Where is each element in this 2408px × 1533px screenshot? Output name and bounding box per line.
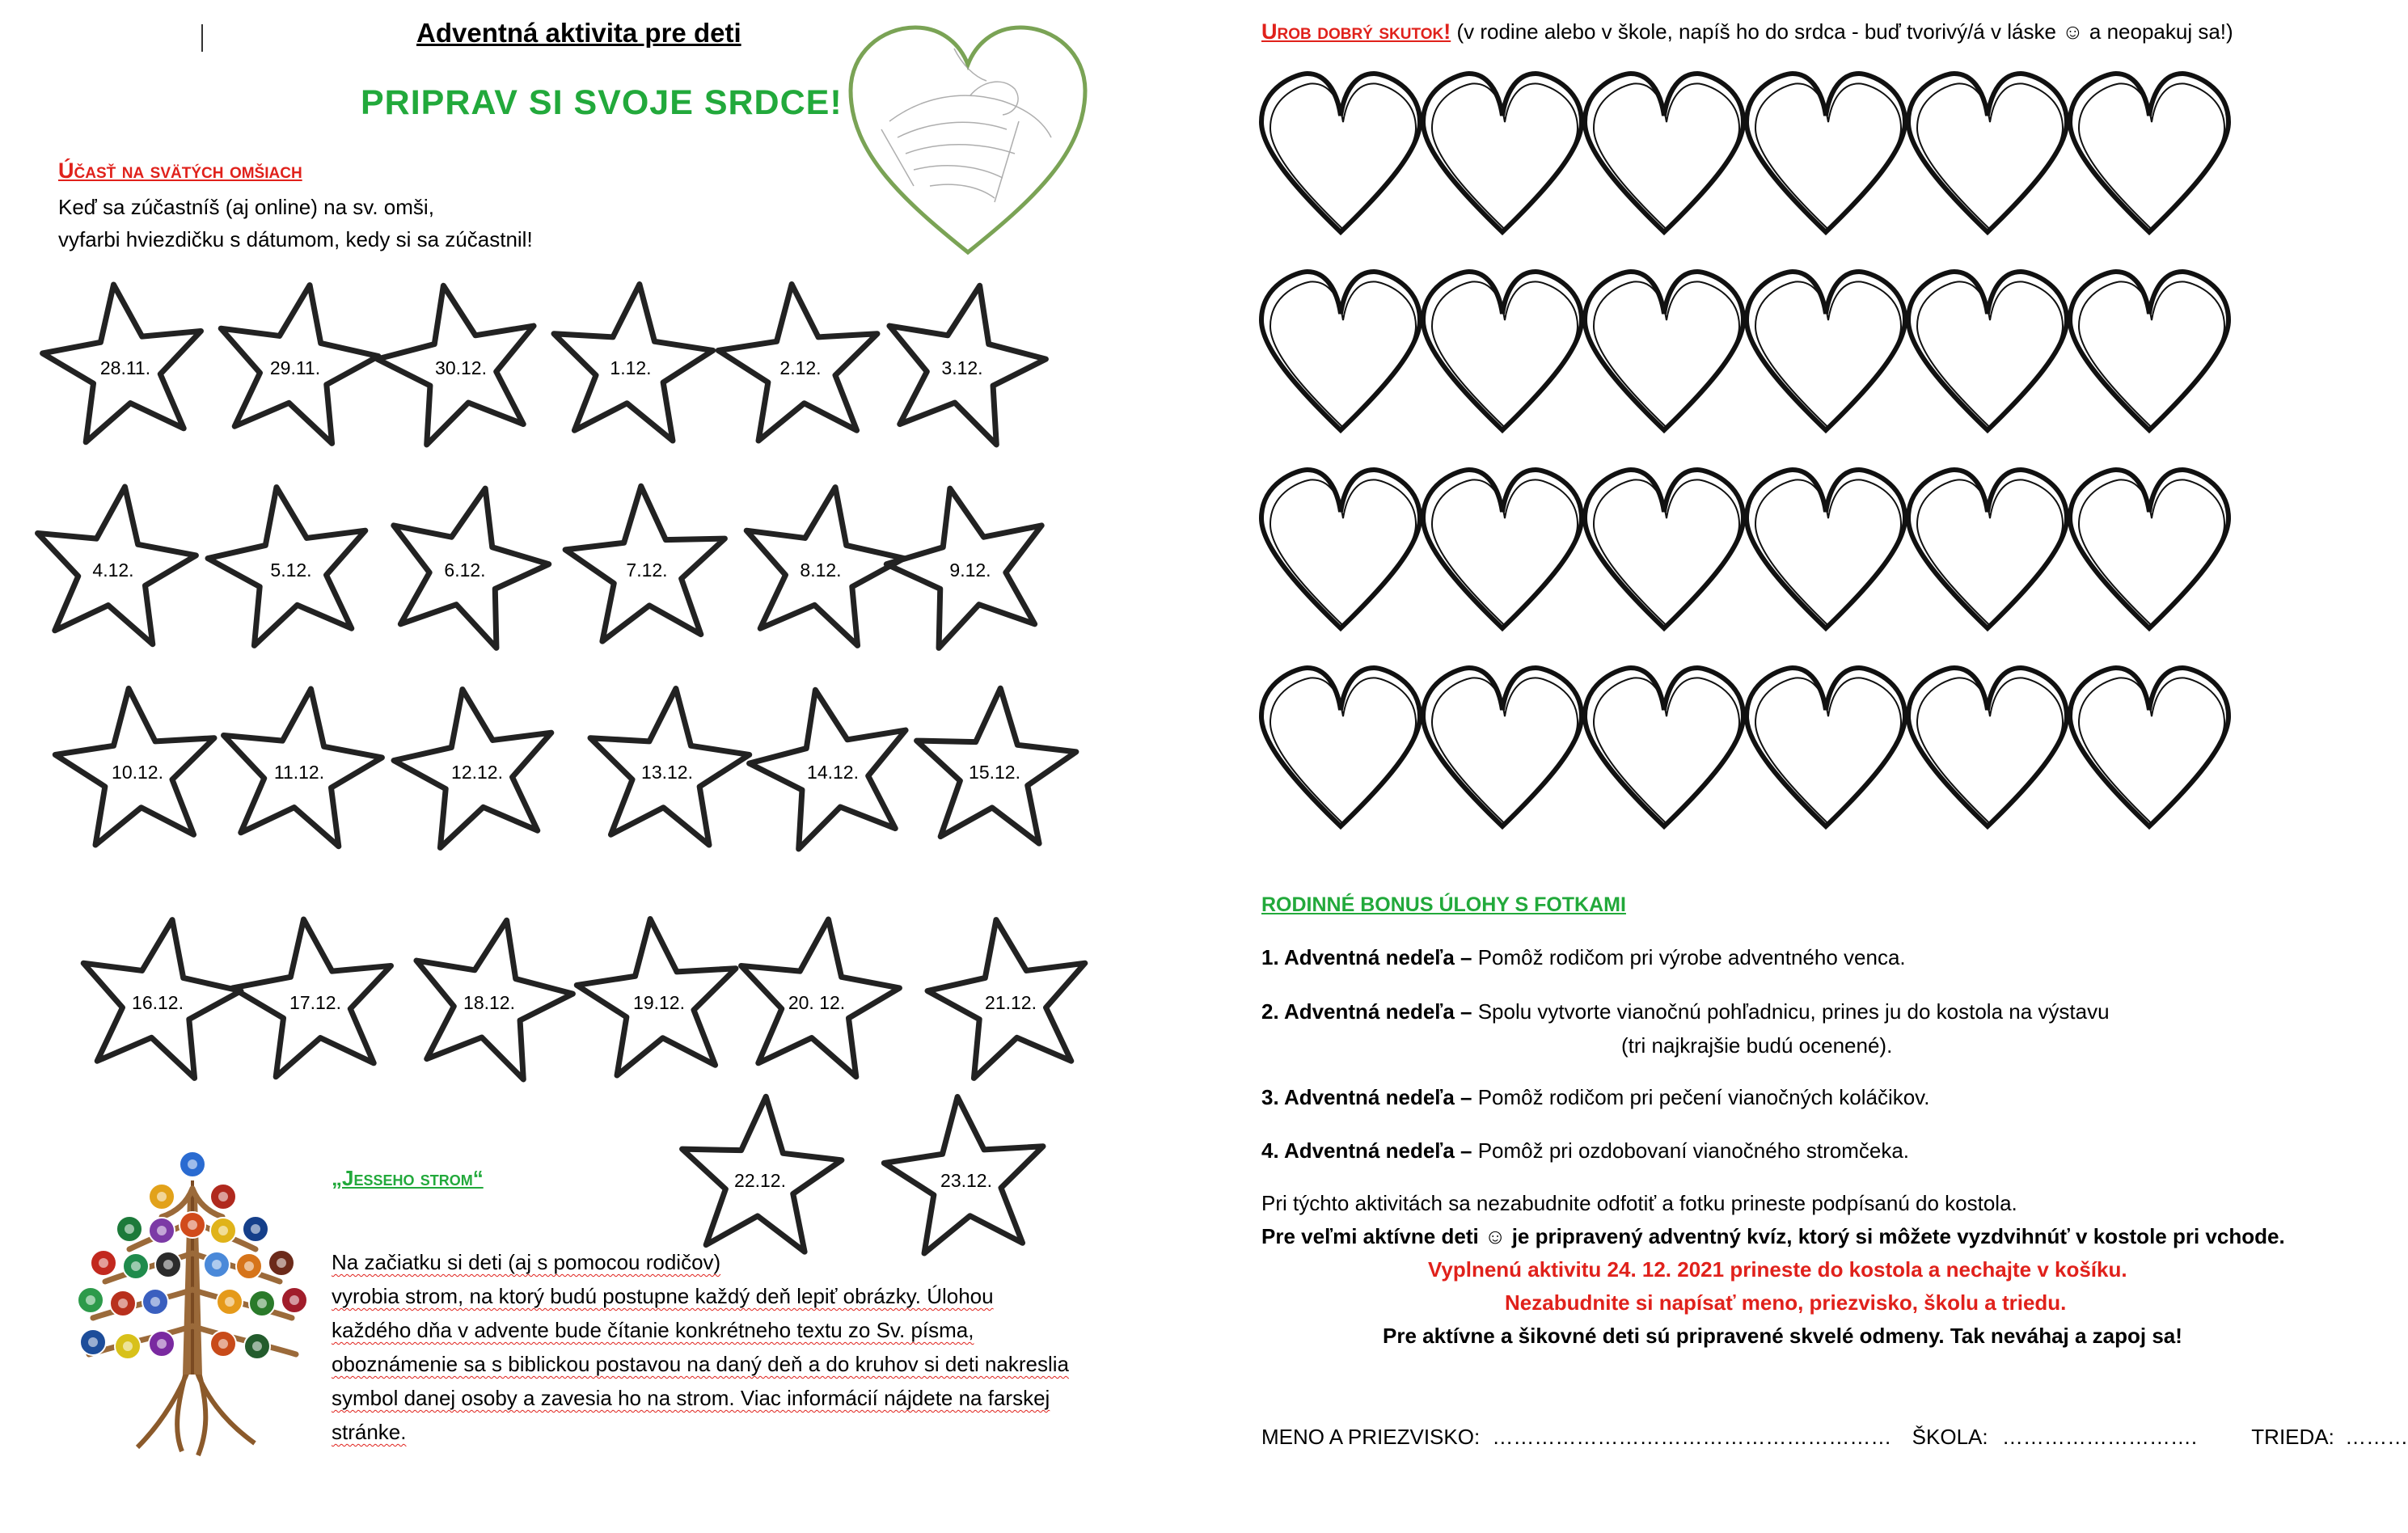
star-date-label: 29.11. <box>269 357 321 378</box>
mass-text-2: vyfarbi hviezdičku s dátumom, kedy si sa zúčastnil! <box>58 227 533 251</box>
mass-star-22[interactable] <box>571 910 746 1079</box>
heart-icon <box>1908 470 2067 628</box>
deed-heart-23[interactable] <box>1908 668 2067 826</box>
mass-heading: Účasť na svätých omšiach <box>58 158 302 183</box>
name-label: MENO A PRIEZVISKO: <box>1261 1425 1481 1449</box>
mass-star-25[interactable] <box>675 1091 845 1253</box>
red-note-1: Vyplnenú aktivitu 24. 12. 2021 prineste do kostola a nechajte v košíku. <box>1428 1257 2127 1282</box>
task-4-text: Pomôž pri ozdobovaní vianočného stromčeka. <box>1472 1138 1909 1163</box>
quiz-note: Pre veľmi aktívne deti ☺ je pripravený adventný kvíz, ktorý si môžete vyzdvihnúť v kostole pri vchode. <box>1261 1224 2285 1248</box>
star-date-label: 19.12. <box>633 992 685 1013</box>
jesse-line-1: Na začiatku si deti (aj s pomocou rodičov) <box>332 1250 721 1274</box>
deed-heart-11[interactable] <box>1908 272 2067 430</box>
mass-star-16[interactable] <box>581 680 755 848</box>
deed-heart-1[interactable] <box>1261 74 1420 232</box>
star-date-label: 1.12. <box>610 357 652 378</box>
school-label: ŠKOLA: <box>1912 1425 1988 1449</box>
task-1 <box>1261 945 1906 970</box>
task-1-text: Pomôž rodičom pri výrobe adventného venca. <box>1472 945 1906 969</box>
form-line <box>1261 1425 2408 1450</box>
mass-star-7[interactable] <box>24 475 204 648</box>
deed-heart-9[interactable] <box>1585 272 1743 430</box>
mass-star-9[interactable] <box>371 469 563 655</box>
deed-heart-17[interactable] <box>1908 470 2067 628</box>
star-date-label: 20. 12. <box>788 992 846 1013</box>
heart-icon <box>1423 668 1582 826</box>
heart-icon <box>1747 272 1905 430</box>
task-4-label: 4. Adventná nedeľa – <box>1261 1138 1472 1163</box>
deed-heart-8[interactable] <box>1423 272 1582 430</box>
mass-star-1[interactable] <box>35 273 214 446</box>
star-date-label: 14.12. <box>807 762 859 783</box>
heart-icon <box>1747 74 1905 232</box>
mass-star-5[interactable] <box>712 276 887 444</box>
jesse-line-4: oboznámenie sa s biblickou postavou na daný deň a do kruhov si deti nakreslia <box>332 1352 1070 1376</box>
jesse-tree-illustration <box>78 1151 307 1455</box>
star-date-label: 9.12. <box>949 560 991 581</box>
deed-heart-20[interactable] <box>1423 668 1582 826</box>
deed-heart-4[interactable] <box>1747 74 1905 232</box>
heart-icon <box>1585 470 1743 628</box>
mass-star-3[interactable] <box>365 269 554 451</box>
task-3-text: Pomôž rodičom pri pečení vianočných koláčikov. <box>1472 1085 1930 1109</box>
star-date-label: 23.12. <box>940 1170 992 1191</box>
deed-heart-7[interactable] <box>1261 272 1420 430</box>
deed-heart-5[interactable] <box>1908 74 2067 232</box>
name-field[interactable]: ………………………………………………… <box>1492 1425 1892 1449</box>
heart-icon <box>1585 668 1743 826</box>
mass-star-10[interactable] <box>561 480 731 643</box>
heart-icon <box>2070 74 2228 232</box>
task-3-label: 3. Adventná nedeľa – <box>1261 1085 1472 1109</box>
deed-heart-12[interactable] <box>2070 272 2228 430</box>
heart-icon <box>1585 74 1743 232</box>
reward-note: Pre aktívne a šikovné deti sú pripravené skvelé odmeny. Tak neváhaj a zapoj sa! <box>1383 1324 2182 1348</box>
mass-text-1: Keď sa zúčastníš (aj online) na sv. omši, <box>58 195 434 219</box>
heart-icon <box>2070 272 2228 430</box>
mass-star-2[interactable] <box>205 271 388 449</box>
star-date-label: 5.12. <box>270 560 312 581</box>
mass-star-18[interactable] <box>910 682 1079 845</box>
star-date-label: 8.12. <box>800 560 842 581</box>
heart-icon <box>1261 668 1420 826</box>
star-date-label: 3.12. <box>941 357 983 378</box>
heart-icon <box>1747 668 1905 826</box>
class-field[interactable]: ……… <box>2345 1425 2408 1449</box>
jesse-line-6: stránke. <box>332 1420 407 1444</box>
star-date-label: 17.12. <box>289 992 341 1013</box>
deed-heart-18[interactable] <box>2070 470 2228 628</box>
heart-icon <box>1261 272 1420 430</box>
mass-star-8[interactable] <box>198 473 382 651</box>
task-3 <box>1261 1085 1929 1110</box>
deed-header <box>1261 19 2233 44</box>
heart-icon <box>1747 470 1905 628</box>
green-heart-icon <box>851 27 1085 252</box>
mass-star-26[interactable] <box>878 1088 1053 1256</box>
task-1-label: 1. Adventná nedeľa – <box>1261 945 1472 969</box>
deed-heart-21[interactable] <box>1585 668 1743 826</box>
deed-heading: Urob dobrý skutok! <box>1261 19 1451 44</box>
deed-heart-24[interactable] <box>2070 668 2228 826</box>
mass-star-19[interactable] <box>67 906 251 1083</box>
star-date-label: 10.12. <box>112 762 163 783</box>
jesse-line-2: vyrobia strom, na ktorý budú postupne každý deň lepiť obrázky. Úlohou <box>332 1284 994 1308</box>
heart-icon <box>1908 272 2067 430</box>
heart-icon <box>1585 272 1743 430</box>
deed-heart-13[interactable] <box>1261 470 1420 628</box>
headline: PRIPRAV SI SVOJE SRDCE! <box>361 83 843 122</box>
deed-heart-16[interactable] <box>1747 470 1905 628</box>
star-date-label: 7.12. <box>626 560 668 581</box>
heart-icon <box>2070 470 2228 628</box>
bonus-heading: RODINNÉ BONUS ÚLOHY S FOTKAMI <box>1261 893 1626 916</box>
mass-star-15[interactable] <box>384 675 568 853</box>
deed-text: (v rodine alebo v škole, napíš ho do srdca - buď tvorivý/á v láske ☺ a neopakuj sa!) <box>1456 19 2233 44</box>
star-date-label: 15.12. <box>969 762 1020 783</box>
star-date-label: 13.12. <box>641 762 693 783</box>
heart-icon <box>1423 272 1582 430</box>
star-date-label: 16.12. <box>132 992 184 1013</box>
heart-icon <box>1908 74 2067 232</box>
deed-heart-3[interactable] <box>1585 74 1743 232</box>
task-2 <box>1261 999 2110 1024</box>
star-date-label: 21.12. <box>985 992 1037 1013</box>
heart-icon <box>1261 470 1420 628</box>
jesse-line-5: symbol danej osoby a zavesia ho na strom. Viac informácií nájdete na farskej <box>332 1386 1050 1410</box>
star-date-label: 22.12. <box>734 1170 786 1191</box>
mass-star-21[interactable] <box>397 904 585 1086</box>
task-2-cont: (tri najkrajšie budú ocenené). <box>1621 1033 1893 1058</box>
mass-star-23[interactable] <box>728 908 907 1081</box>
red-note-2: Nezabudnite si napísať meno, priezvisko, školu a triedu. <box>1505 1290 2067 1315</box>
heart-icon <box>1423 74 1582 232</box>
star-date-label: 4.12. <box>92 560 134 581</box>
deed-heart-14[interactable] <box>1423 470 1582 628</box>
star-date-label: 6.12. <box>444 560 486 581</box>
star-date-label: 30.12. <box>435 357 487 378</box>
heart-icon <box>1261 74 1420 232</box>
star-date-label: 28.11. <box>99 357 151 378</box>
mass-star-24[interactable] <box>918 906 1101 1083</box>
mass-star-20[interactable] <box>225 908 404 1081</box>
task-2-label: 2. Adventná nedeľa – <box>1261 999 1472 1024</box>
mass-star-6[interactable] <box>870 269 1058 451</box>
mass-star-12[interactable] <box>872 469 1064 655</box>
star-date-label: 2.12. <box>779 357 822 378</box>
school-field[interactable]: ………………………. <box>2001 1425 2198 1449</box>
mass-star-17[interactable] <box>737 674 926 855</box>
deed-heart-15[interactable] <box>1585 470 1743 628</box>
heart-icon <box>1423 470 1582 628</box>
deed-heart-2[interactable] <box>1423 74 1582 232</box>
class-label: TRIEDA: <box>2251 1425 2334 1449</box>
page-title: Adventná aktivita pre deti <box>416 18 741 48</box>
task-4 <box>1261 1138 1909 1163</box>
deed-heart-22[interactable] <box>1747 668 1905 826</box>
star-date-label: 12.12. <box>451 762 503 783</box>
heart-icon <box>2070 668 2228 826</box>
star-date-label: 11.12. <box>273 762 325 783</box>
deed-heart-19[interactable] <box>1261 668 1420 826</box>
star-date-label: 18.12. <box>463 992 515 1013</box>
mass-star-4[interactable] <box>544 276 719 444</box>
deed-heart-10[interactable] <box>1747 272 1905 430</box>
mass-star-13[interactable] <box>49 680 224 848</box>
task-2-text: Spolu vytvorte vianočnú pohľadnicu, prines ju do kostola na výstavu <box>1472 999 2110 1024</box>
photo-note: Pri týchto aktivitách sa nezabudnite odfotiť a fotku prineste podpísanú do kostola. <box>1261 1191 2017 1215</box>
mass-star-14[interactable] <box>210 678 390 851</box>
jesse-line-3: každého dňa v advente bude čítanie konkrétneho textu zo Sv. písma, <box>332 1318 974 1342</box>
deed-heart-6[interactable] <box>2070 74 2228 232</box>
heart-icon <box>1908 668 2067 826</box>
jesse-heading: „Jesseho strom“ <box>332 1166 484 1190</box>
